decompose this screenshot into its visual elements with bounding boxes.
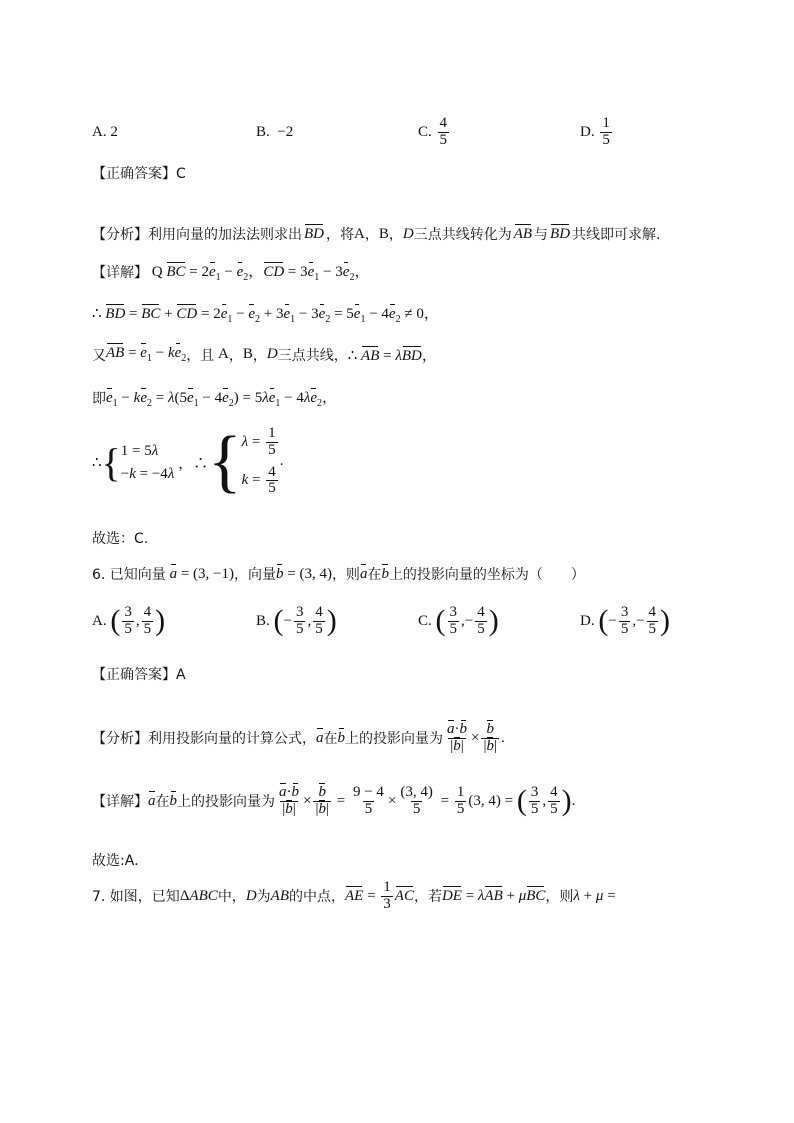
q5-detail-line-4: 即 $e_1 - ke_2 = \lambda(5e_1 - 4e_2) = 5\lambda e_1 - 4\lambda e_2$， <box>92 390 338 409</box>
q5-system-2: { λ = $\frac{1}{5}$ k = $\frac{4}{5}$ . <box>208 422 284 500</box>
q5-option-b: B. −2 <box>256 124 294 140</box>
q5-detail-line-2: ∴ BD = BC + CD = $2e_1 - e_2 + 3e_1 - 3e_2 = 5e_1 - 4e_2 \ne 0$， <box>92 306 439 325</box>
q6-option-b: B. ( − $\frac{3}{5}$ , $\frac{4}{5}$ ) <box>256 603 337 637</box>
q6-stem: 6. 已知向量 a = (3, −1) ，向量 b = (3, 4) ，则 a 在 b 上的投影向量的坐标为（ ） <box>92 565 585 583</box>
q5-conclusion: 故选：C. <box>92 531 149 547</box>
q6-analysis: 【分析】 利用投影向量的计算公式， a 在 b 上的投影向量为 $\frac{a\cdot b}{|b|}$ × $\frac{b}{|b|}$ . <box>92 721 505 754</box>
q5-option-a: A. 2 <box>92 124 118 140</box>
q6-option-d: D. ( − $\frac{3}{5}$ ,− $\frac{4}{5}$ ) <box>580 603 671 637</box>
q5-system-1: ∴ { 1 = 5λ −k = −4λ ，∴ <box>92 439 209 485</box>
q5-option-c: C. $\frac{4}{5}$ <box>418 115 448 148</box>
q7-stem: 7. 如图，已知 ΔABC 中， D 为 AB 的中点， AE = $\frac{1}{3}$ AC ，若 DE = λAB + μBC ，则 λ + μ = <box>92 879 616 912</box>
q5-option-d: D. $\frac{1}{5}$ <box>580 115 610 148</box>
q6-option-c: C. ( $\frac{3}{5}$ ,− $\frac{4}{5}$ ) <box>418 603 499 637</box>
q6-answer: 【正确答案】A <box>92 667 186 683</box>
q5-analysis: 【分析】 利用向量的加法法则求出 BD ，将 A ， B ， D 三点共线转化为 AB 与 BD 共线即可求解. <box>92 225 661 243</box>
q6-detail: 【详解】 a 在 b 上的投影向量为 $\frac{a\cdot b}{|b|}$ × $\frac{b}{|b|}$ = $\frac{9 - 4}{5}$ × $\frac{(3, 4)}{5}$ = $\frac{1}{5}$ (3, 4) = ( $\frac{3}{5}$ , $\frac{4}{5}$ ) . <box>92 783 576 817</box>
q5-detail-line-3: 又 AB = $e_1 - ke_2$ ， 且 A ， B ， D 三点共线， ∴ AB = λBD， <box>92 345 437 364</box>
q6-conclusion: 故选:A． <box>92 853 149 869</box>
q5-answer: 【正确答案】C <box>92 166 186 182</box>
q5-detail-line-1: 【详解】 Q BC = $2e_1 - e_2$，CD = $3e_1 - 3e_2$， <box>92 264 370 283</box>
q6-option-a: A. ( $\frac{3}{5}$ , $\frac{4}{5}$ ) <box>92 603 166 637</box>
